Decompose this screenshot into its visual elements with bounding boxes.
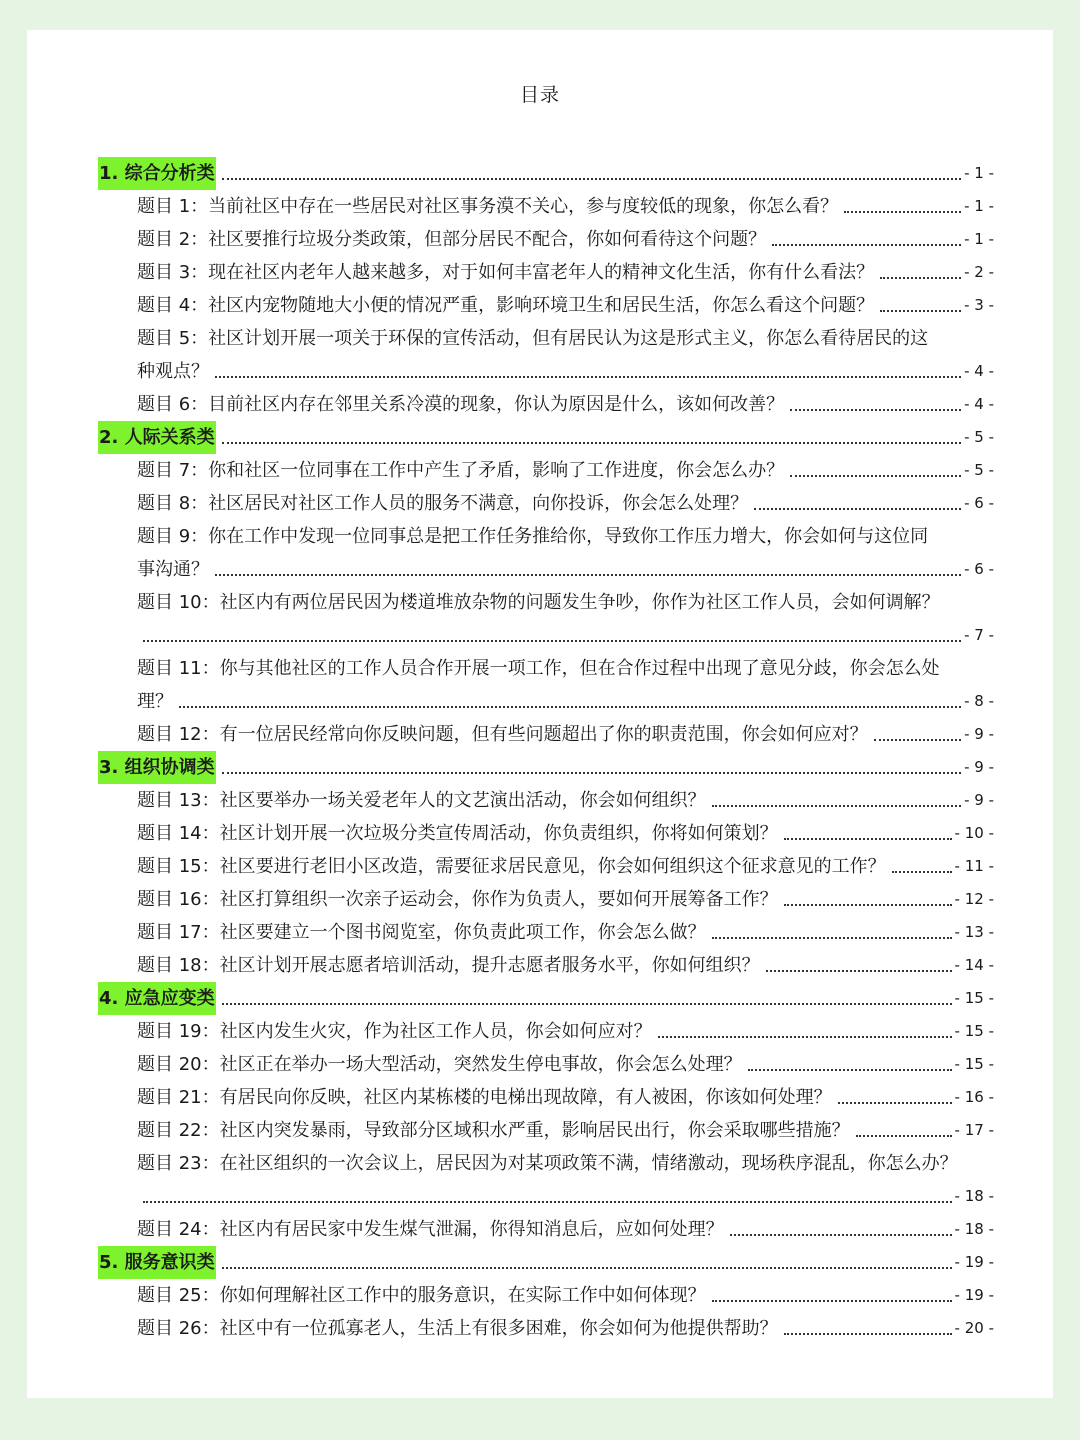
- toc-entry[interactable]: [98, 784, 994, 817]
- toc-entry[interactable]: [98, 1213, 994, 1246]
- page-number: - 6 -: [964, 494, 994, 512]
- toc-entry[interactable]: [98, 1015, 994, 1048]
- toc-entry[interactable]: [98, 1279, 994, 1312]
- page-number: - 18 -: [954, 1220, 994, 1238]
- toc-entry-continuation[interactable]: [98, 355, 994, 388]
- leader-dots: [880, 310, 961, 312]
- toc-entry-continuation[interactable]: [98, 1180, 994, 1213]
- toc-section[interactable]: [98, 982, 994, 1015]
- leader-dots: [892, 871, 952, 873]
- entry-text: 题目 17：社区要建立一个图书阅览室，你负责此项工作，你会怎么做？: [137, 922, 706, 943]
- toc-entry[interactable]: [98, 256, 994, 289]
- leader-dots: [856, 1135, 952, 1137]
- leader-dots: [215, 376, 961, 378]
- leader-dots: [874, 739, 961, 741]
- page-number: - 16 -: [954, 1088, 994, 1106]
- page-number: - 15 -: [954, 1022, 994, 1040]
- toc-section[interactable]: [98, 1246, 994, 1279]
- leader-dots: [754, 508, 961, 510]
- toc-title: 目录: [519, 84, 560, 106]
- page-number: - 3 -: [964, 296, 994, 314]
- toc-entry[interactable]: [98, 916, 994, 949]
- document-page: [27, 30, 1053, 1398]
- leader-dots: [179, 706, 961, 708]
- entry-text: 题目 8：社区居民对社区工作人员的服务不满意，向你投诉，你会怎么处理？: [137, 493, 749, 514]
- entry-text: 题目 19：社区内发生火灾，作为社区工作人员，你会如何应对？: [137, 1021, 652, 1042]
- section-heading: 1. 综合分析类: [98, 157, 216, 190]
- toc-entry[interactable]: [98, 388, 994, 421]
- toc-entry[interactable]: [98, 190, 994, 223]
- toc-entry-continuation[interactable]: [98, 619, 994, 652]
- leader-dots: [790, 475, 961, 477]
- toc-entry[interactable]: [98, 454, 994, 487]
- section-heading: 5. 服务意识类: [98, 1246, 216, 1279]
- leader-dots: [712, 937, 952, 939]
- entry-text: 题目 20：社区正在举办一场大型活动，突然发生停电事故，你会怎么处理？: [137, 1054, 742, 1075]
- toc-entry-continuation[interactable]: [98, 553, 994, 586]
- page-number: - 18 -: [954, 1187, 994, 1205]
- entry-text: 题目 7：你和社区一位同事在工作中产生了矛盾，影响了工作进度，你会怎么办？: [137, 460, 785, 481]
- entry-text: 题目 5：社区计划开展一项关于环保的宣传活动，但有居民认为这是形式主义，你怎么看待居民的这: [137, 328, 929, 349]
- page-number: - 15 -: [954, 1055, 994, 1073]
- entry-text: 题目 23：在社区组织的一次会议上，居民因为对某项政策不满，情绪激动，现场秩序混乱，你怎么办？: [137, 1153, 958, 1174]
- entry-text: 题目 22：社区内突发暴雨，导致部分区域积水严重，影响居民出行，你会采取哪些措施？: [137, 1120, 850, 1141]
- entry-text: 题目 12：有一位居民经常向你反映问题，但有些问题超出了你的职责范围，你会如何应对？: [137, 724, 868, 745]
- entry-text: 事沟通？: [137, 559, 209, 580]
- toc-entry[interactable]: [98, 1048, 994, 1081]
- toc-entry[interactable]: [98, 817, 994, 850]
- page-number: - 4 -: [964, 395, 994, 413]
- leader-dots: [712, 805, 961, 807]
- leader-dots: [784, 838, 952, 840]
- page-number: - 5 -: [964, 461, 994, 479]
- section-heading: 3. 组织协调类: [98, 751, 216, 784]
- leader-dots: [222, 442, 961, 444]
- page-number: - 5 -: [964, 428, 994, 446]
- entry-text: 题目 3：现在社区内老年人越来越多，对于如何丰富老年人的精神文化生活，你有什么看法？: [137, 262, 875, 283]
- page-number: - 9 -: [964, 791, 994, 809]
- toc-entry[interactable]: [98, 652, 994, 685]
- leader-dots: [748, 1069, 952, 1071]
- entry-text: 题目 18：社区计划开展志愿者培训活动，提升志愿者服务水平，你如何组织？: [137, 955, 760, 976]
- leader-dots: [143, 640, 961, 642]
- leader-dots: [784, 904, 952, 906]
- leader-dots: [222, 178, 961, 180]
- page-number: - 6 -: [964, 560, 994, 578]
- toc-entry-continuation[interactable]: [98, 685, 994, 718]
- section-heading: 4. 应急应变类: [98, 982, 216, 1015]
- entry-text: 题目 11：你与其他社区的工作人员合作开展一项工作，但在合作过程中出现了意见分歧，你会怎么处: [137, 658, 940, 679]
- toc-entry[interactable]: [98, 487, 994, 520]
- page-number: - 2 -: [964, 263, 994, 281]
- entry-text: 题目 16：社区打算组织一次亲子运动会，你作为负责人，要如何开展筹备工作？: [137, 889, 778, 910]
- toc-entry[interactable]: [98, 1312, 994, 1345]
- leader-dots: [222, 1267, 952, 1269]
- page-number: - 1 -: [964, 230, 994, 248]
- entry-text: 题目 13：社区要举办一场关爱老年人的文艺演出活动，你会如何组织？: [137, 790, 706, 811]
- entry-text: 题目 4：社区内宠物随地大小便的情况严重，影响环境卫生和居民生活，你怎么看这个问题？: [137, 295, 875, 316]
- leader-dots: [658, 1036, 952, 1038]
- toc-entry[interactable]: [98, 1147, 994, 1180]
- toc-entry[interactable]: [98, 718, 994, 751]
- page-number: - 19 -: [954, 1253, 994, 1271]
- entry-text: 题目 26：社区中有一位孤寡老人，生活上有很多困难，你会如何为他提供帮助？: [137, 1318, 778, 1339]
- entry-text: 种观点？: [137, 361, 209, 382]
- leader-dots: [880, 277, 961, 279]
- entry-text: 题目 25：你如何理解社区工作中的服务意识，在实际工作中如何体现？: [137, 1285, 706, 1306]
- toc-entry[interactable]: [98, 586, 994, 619]
- toc-section[interactable]: [98, 421, 994, 454]
- leader-dots: [222, 1003, 952, 1005]
- leader-dots: [730, 1234, 952, 1236]
- page-number: - 9 -: [964, 758, 994, 776]
- entry-text: 题目 21：有居民向你反映，社区内某栋楼的电梯出现故障，有人被困，你该如何处理？: [137, 1087, 832, 1108]
- leader-dots: [784, 1333, 952, 1335]
- page-number: - 14 -: [954, 956, 994, 974]
- toc-entry[interactable]: [98, 883, 994, 916]
- leader-dots: [766, 970, 952, 972]
- entry-text: 题目 10：社区内有两位居民因为楼道堆放杂物的问题发生争吵，你作为社区工作人员，会如何调解？: [137, 592, 940, 613]
- page-number: - 15 -: [954, 989, 994, 1007]
- page-number: - 1 -: [964, 197, 994, 215]
- toc-entry[interactable]: [98, 850, 994, 883]
- entry-text: 题目 2：社区要推行垃圾分类政策，但部分居民不配合，你如何看待这个问题？: [137, 229, 767, 250]
- page-number: - 7 -: [964, 626, 994, 644]
- page-number: - 20 -: [954, 1319, 994, 1337]
- page-number: - 17 -: [954, 1121, 994, 1139]
- toc-section[interactable]: [98, 751, 994, 784]
- page-number: - 10 -: [954, 824, 994, 842]
- toc-entry[interactable]: [98, 223, 994, 256]
- leader-dots: [844, 211, 961, 213]
- leader-dots: [772, 244, 961, 246]
- toc-entry[interactable]: [98, 949, 994, 982]
- leader-dots: [838, 1102, 952, 1104]
- toc-entry[interactable]: [98, 322, 994, 355]
- entry-text: 理？: [137, 691, 173, 712]
- entry-text: 题目 15：社区要进行老旧小区改造，需要征求居民意见，你会如何组织这个征求意见的工作？: [137, 856, 886, 877]
- page-number: - 1 -: [964, 164, 994, 182]
- page-number: - 13 -: [954, 923, 994, 941]
- entry-text: 题目 9：你在工作中发现一位同事总是把工作任务推给你，导致你工作压力增大，你会如何与这位同: [137, 526, 929, 547]
- page-number: - 8 -: [964, 692, 994, 710]
- page-number: - 11 -: [954, 857, 994, 875]
- entry-text: 题目 6：目前社区内存在邻里关系冷漠的现象，你认为原因是什么，该如何改善？: [137, 394, 785, 415]
- page-number: - 12 -: [954, 890, 994, 908]
- leader-dots: [712, 1300, 952, 1302]
- leader-dots: [143, 1201, 952, 1203]
- entry-text: 题目 24：社区内有居民家中发生煤气泄漏，你得知消息后，应如何处理？: [137, 1219, 724, 1240]
- toc-entry[interactable]: [98, 1081, 994, 1114]
- entry-text: 题目 1：当前社区中存在一些居民对社区事务漠不关心，参与度较低的现象，你怎么看？: [137, 196, 839, 217]
- leader-dots: [790, 409, 961, 411]
- toc-entry[interactable]: [98, 1114, 994, 1147]
- page-number: - 9 -: [964, 725, 994, 743]
- leader-dots: [222, 772, 961, 774]
- page-number: - 19 -: [954, 1286, 994, 1304]
- table-of-contents: [98, 157, 994, 1345]
- toc-entry[interactable]: [98, 289, 994, 322]
- toc-entry[interactable]: [98, 520, 994, 553]
- entry-text: 题目 14：社区计划开展一次垃圾分类宣传周活动，你负责组织，你将如何策划？: [137, 823, 778, 844]
- toc-section[interactable]: [98, 157, 994, 190]
- page-number: - 4 -: [964, 362, 994, 380]
- leader-dots: [215, 574, 961, 576]
- section-heading: 2. 人际关系类: [98, 421, 216, 454]
